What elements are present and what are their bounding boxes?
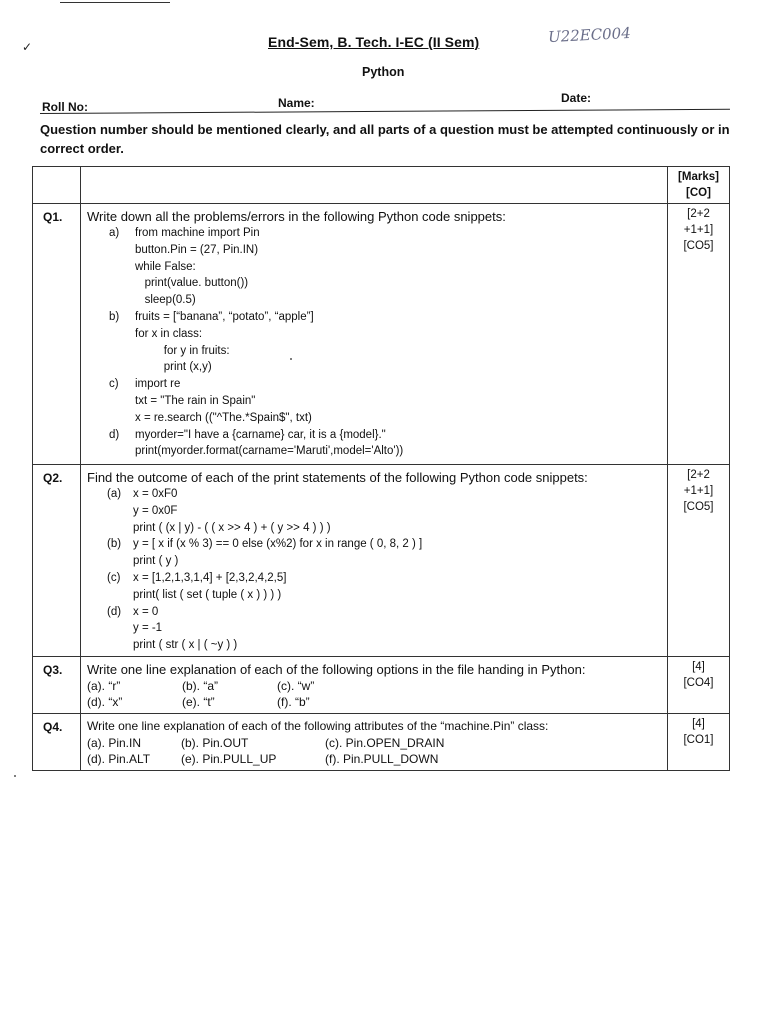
question-body xyxy=(81,465,668,657)
question-row-q2 xyxy=(33,465,730,657)
exam-title: End-Sem, B. Tech. I-EC (II Sem) xyxy=(268,34,480,50)
handwritten-student-id: U22EC004 xyxy=(547,23,632,47)
options-row xyxy=(87,694,667,710)
paper-speck xyxy=(14,775,16,777)
co-label: [CO4] xyxy=(683,676,714,689)
code-line: myorder="I have a {carname} car, it is a {model}." xyxy=(135,428,386,441)
question-number: Q3. xyxy=(33,656,81,713)
option-item: (d). Pin.ALT xyxy=(87,751,151,766)
co-label: [CO1] xyxy=(683,733,714,746)
code-line: sleep(0.5) xyxy=(135,294,196,307)
code-line: print ( str ( x | ( ~y ) ) xyxy=(133,639,238,652)
code-line: x = 0xF0 xyxy=(133,488,178,500)
code-line: x = 0 xyxy=(133,605,159,618)
part-label: (d) xyxy=(107,605,122,618)
code-line: print( list ( set ( tuple ( x ) ) ) ) xyxy=(133,588,282,601)
code-line: print ( (x | y) - ( ( x >> 4 ) + ( y >> 4 ) ) ) xyxy=(133,521,331,534)
marks-cell xyxy=(668,204,730,465)
marks-header-label: [Marks] xyxy=(678,171,719,183)
question-text: Write one line explanation of each of the following options in the file handing in Python: xyxy=(87,661,586,677)
code-line: for x in class: xyxy=(135,327,203,340)
marks-line: [2+2 xyxy=(687,469,710,481)
option-item: (a). “r” xyxy=(87,678,121,693)
marks-cell xyxy=(668,713,730,770)
marks-header-cell xyxy=(668,167,730,204)
code-line: txt = "The rain in Spain" xyxy=(135,394,256,407)
option-item: (f). “b” xyxy=(277,694,310,709)
question-row-q1 xyxy=(33,204,730,465)
code-line: while False: xyxy=(135,260,196,273)
code-line: y = -1 xyxy=(133,622,163,635)
header-blank-cell xyxy=(33,167,81,204)
question-text: Find the outcome of each of the print statements of the following Python code snippets: xyxy=(87,470,588,485)
code-line: for y in fruits: xyxy=(135,344,230,357)
question-part xyxy=(109,225,667,309)
options-row xyxy=(87,751,667,767)
options-row xyxy=(87,678,667,694)
co-label: [CO5] xyxy=(683,501,714,513)
header-divider xyxy=(40,109,730,114)
marks-line: [4] xyxy=(692,660,705,673)
name-label: Name: xyxy=(278,96,315,110)
code-line: y = 0x0F xyxy=(133,504,178,517)
date-label: Date: xyxy=(561,91,592,105)
question-number: Q4. xyxy=(33,713,81,770)
code-line: button.Pin = (27, Pin.IN) xyxy=(135,243,259,256)
question-text: Write one line explanation of each of the following attributes of the “machine.Pin” class: xyxy=(87,718,549,733)
instructions-text: Question number should be mentioned clearly, and all parts of a question must be attempted continuously or in correct order. xyxy=(40,122,730,156)
code-line: print(myorder.format(carname='Maruti',model='Alto')) xyxy=(135,445,404,458)
question-number: Q1. xyxy=(33,204,81,465)
part-label: d) xyxy=(109,428,120,441)
code-line: print ( y ) xyxy=(133,555,179,568)
code-line: from machine import Pin xyxy=(135,227,260,239)
questions-table xyxy=(32,166,730,771)
question-body xyxy=(81,656,668,713)
part-label: (c) xyxy=(107,571,121,584)
marks-line: [2+2 xyxy=(687,208,710,220)
options-row xyxy=(87,735,667,751)
question-part xyxy=(107,570,667,604)
code-line: import re xyxy=(135,378,181,391)
option-item: (e). “t” xyxy=(182,694,215,709)
part-label: b) xyxy=(109,310,120,323)
code-line: fruits = [“banana”, “potato”, “apple”] xyxy=(135,310,314,323)
question-row-q3 xyxy=(33,656,730,713)
code-line: x = re.search (("^The.*Spain$", txt) xyxy=(135,411,312,424)
question-part xyxy=(109,309,667,376)
header-blank-cell xyxy=(81,167,668,204)
question-body xyxy=(81,713,668,770)
marks-cell xyxy=(668,656,730,713)
question-part xyxy=(107,604,667,654)
question-row-q4 xyxy=(33,713,730,770)
subject-title: Python xyxy=(362,65,405,79)
option-item: (d). “x” xyxy=(87,694,123,709)
stray-mark-icon: ✓ xyxy=(22,40,33,54)
option-item: (b). Pin.OUT xyxy=(181,735,249,750)
question-body xyxy=(81,204,668,465)
code-line: print (x,y) xyxy=(135,361,212,374)
question-part xyxy=(107,486,667,536)
co-header-label: [CO] xyxy=(686,187,711,199)
table-header-row xyxy=(33,167,730,204)
option-item: (a). Pin.IN xyxy=(87,735,142,750)
option-item: (e). Pin.PULL_UP xyxy=(181,751,277,766)
code-line: x = [1,2,1,3,1,4] + [2,3,2,4,2,5] xyxy=(133,571,287,584)
option-item: (f). Pin.PULL_DOWN xyxy=(325,751,439,766)
top-edge-line xyxy=(60,2,170,3)
option-item: (b). “a” xyxy=(182,678,218,693)
marks-line: [4] xyxy=(692,717,705,730)
question-part xyxy=(107,536,667,570)
part-label: (b) xyxy=(107,538,122,551)
code-line: y = [ x if (x % 3) == 0 else (x%2) for x in range ( 0, 8, 2 ) ] xyxy=(133,538,423,551)
option-item: (c). “w” xyxy=(277,678,315,693)
roll-no-label: Roll No: xyxy=(42,100,88,114)
option-item: (c). Pin.OPEN_DRAIN xyxy=(325,735,445,750)
marks-line: +1+1] xyxy=(683,485,714,497)
part-label: (a) xyxy=(107,488,122,500)
paper-speck xyxy=(290,358,292,360)
question-text: Write down all the problems/errors in the following Python code snippets: xyxy=(87,209,506,224)
question-part xyxy=(109,376,667,426)
co-label: [CO5] xyxy=(683,240,714,252)
question-part xyxy=(109,427,667,461)
part-label: c) xyxy=(109,378,119,391)
marks-cell xyxy=(668,465,730,657)
marks-line: +1+1] xyxy=(683,224,714,236)
part-label: a) xyxy=(109,227,120,239)
code-line: print(value. button()) xyxy=(135,277,249,290)
question-number: Q2. xyxy=(33,465,81,657)
